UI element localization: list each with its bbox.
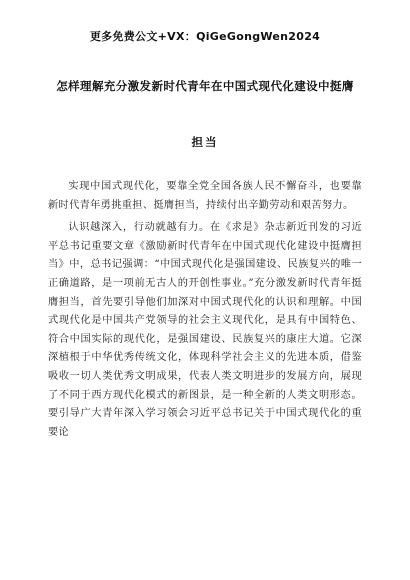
document-title-continuation: 担当 [191, 135, 219, 149]
watermark-header: 更多免费公文+VX：QiGeGongWen2024 [89, 30, 321, 43]
document-title: 怎样理解充分激发新时代青年在中国式现代化建设中挺膺 [56, 79, 354, 93]
document-body [48, 178, 362, 442]
paragraph: 认识越深入，行动就越有力。在《求是》杂志新近刊发的习近平总书记重要文章《激励新时代青年在中国式现代化建设中挺膺担当》中，总书记强调：“中国式现代化是强国建设、民族复兴的唯一正确道路，是一项前无古人的开创性事业。”充分激发新时代青年挺膺担当，首先要引导他们加深对中国式现代化的认识和理解。中国式现代化是中国共产党领导的社会主义现代化，是具有中国特色、符合中国实际的现代化，是强国建设、民族复兴的康庄大道。它深深植根于中华优秀传统文化，体现科学社会主义的先进本质，借鉴吸收一切人类优秀文明成果，代表人类文明进步的发展方向，展现了不同于西方现代化模式的新图景，是一种全新的人类文明形态。要引导广大青年深入学习领会习近平总书记关于中国式现代化的重要论 [48, 222, 362, 438]
paragraph: 实现中国式现代化，要靠全党全国各族人民不懈奋斗，也要靠新时代青年勇挑重担、挺膺担当，持续付出辛勤劳动和艰苦努力。 [48, 181, 362, 211]
